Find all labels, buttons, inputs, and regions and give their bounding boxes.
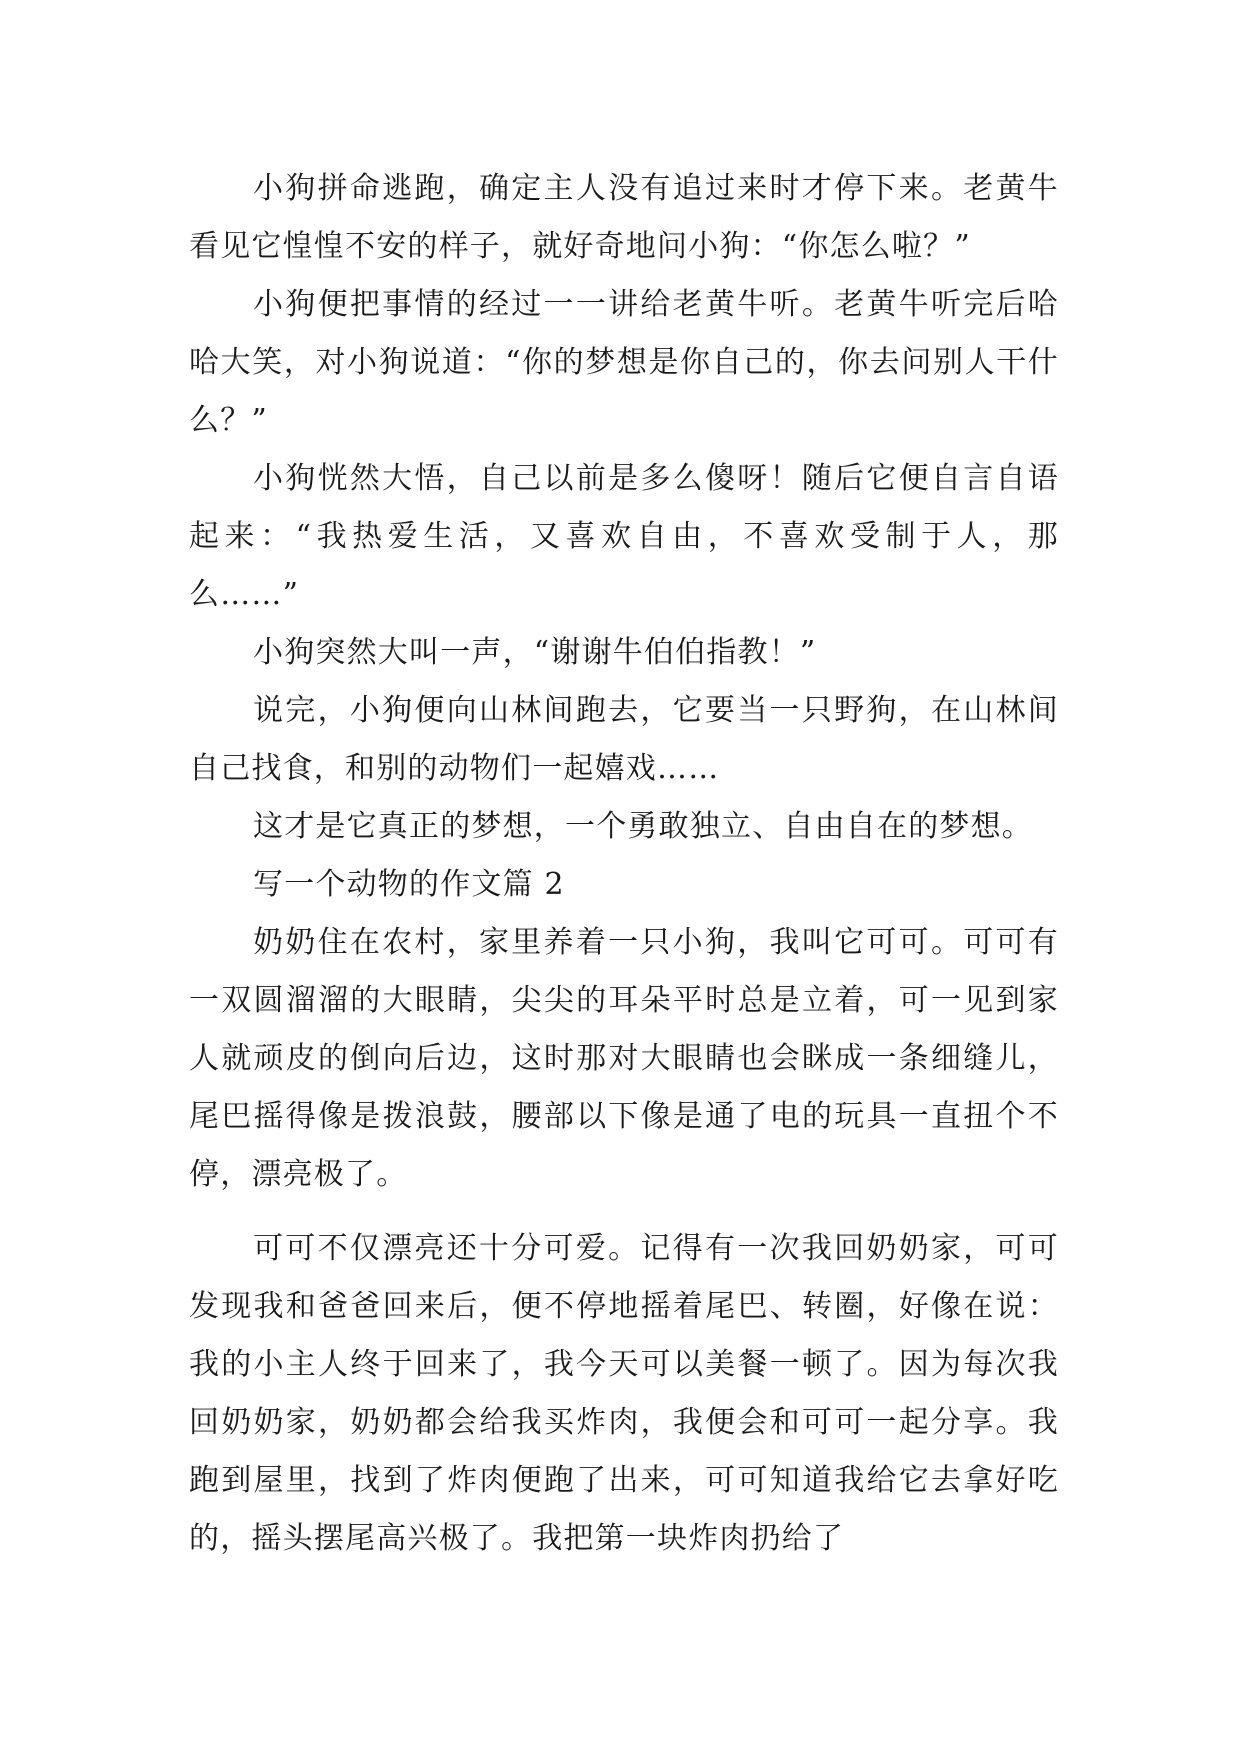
paragraph: 可可不仅漂亮还十分可爱。记得有一次我回奶奶家，可可发现我和爸爸回来后，便不停地摇着尾巴、转圈，好像在说：我的小主人终于回来了，我今天可以美餐一顿了。因为每次我回奶奶家，奶奶都会给我买炸肉，我便会和可可一起分享。我跑到屋里，找到了炸肉便跑了出来，可可知道我给它去拿好吃的，摇头摆尾高兴极了。我把第一块炸肉扔给了 bbox=[189, 1231, 1059, 1556]
paragraph: 小狗拼命逃跑，确定主人没有追过来时才停下来。老黄牛看见它惶惶不安的样子，就好奇地问小狗：“你怎么啦？” bbox=[189, 171, 1059, 264]
paragraph: 小狗恍然大悟，自己以前是多么傻呀！随后它便自言自语起来：“我热爱生活，又喜欢自由，不喜欢受制于人，那么……” bbox=[189, 461, 1059, 612]
document-body bbox=[189, 160, 1059, 1568]
paragraph: 奶奶住在农村，家里养着一只小狗，我叫它可可。可可有一双圆溜溜的大眼睛，尖尖的耳朵平时总是立着，可一见到家人就顽皮的倒向后边，这时那对大眼睛也会眯成一条细缝儿，尾巴摇得像是拨浪鼓，腰部以下像是通了电的玩具一直扭个不停，漂亮极了。 bbox=[189, 925, 1059, 1192]
paragraph: 小狗突然大叫一声，“谢谢牛伯伯指教！” bbox=[253, 635, 817, 670]
paragraph: 说完，小狗便向山林间跑去，它要当一只野狗，在山林间自己找食，和别的动物们一起嬉戏…… bbox=[189, 693, 1059, 786]
paragraph: 小狗便把事情的经过一一讲给老黄牛听。老黄牛听完后哈哈大笑，对小狗说道：“你的梦想是你自己的，你去问别人干什么？” bbox=[189, 287, 1059, 438]
paragraph: 这才是它真正的梦想，一个勇敢独立、自由自在的梦想。 bbox=[253, 809, 1033, 844]
section-heading: 写一个动物的作文篇 2 bbox=[253, 867, 565, 902]
